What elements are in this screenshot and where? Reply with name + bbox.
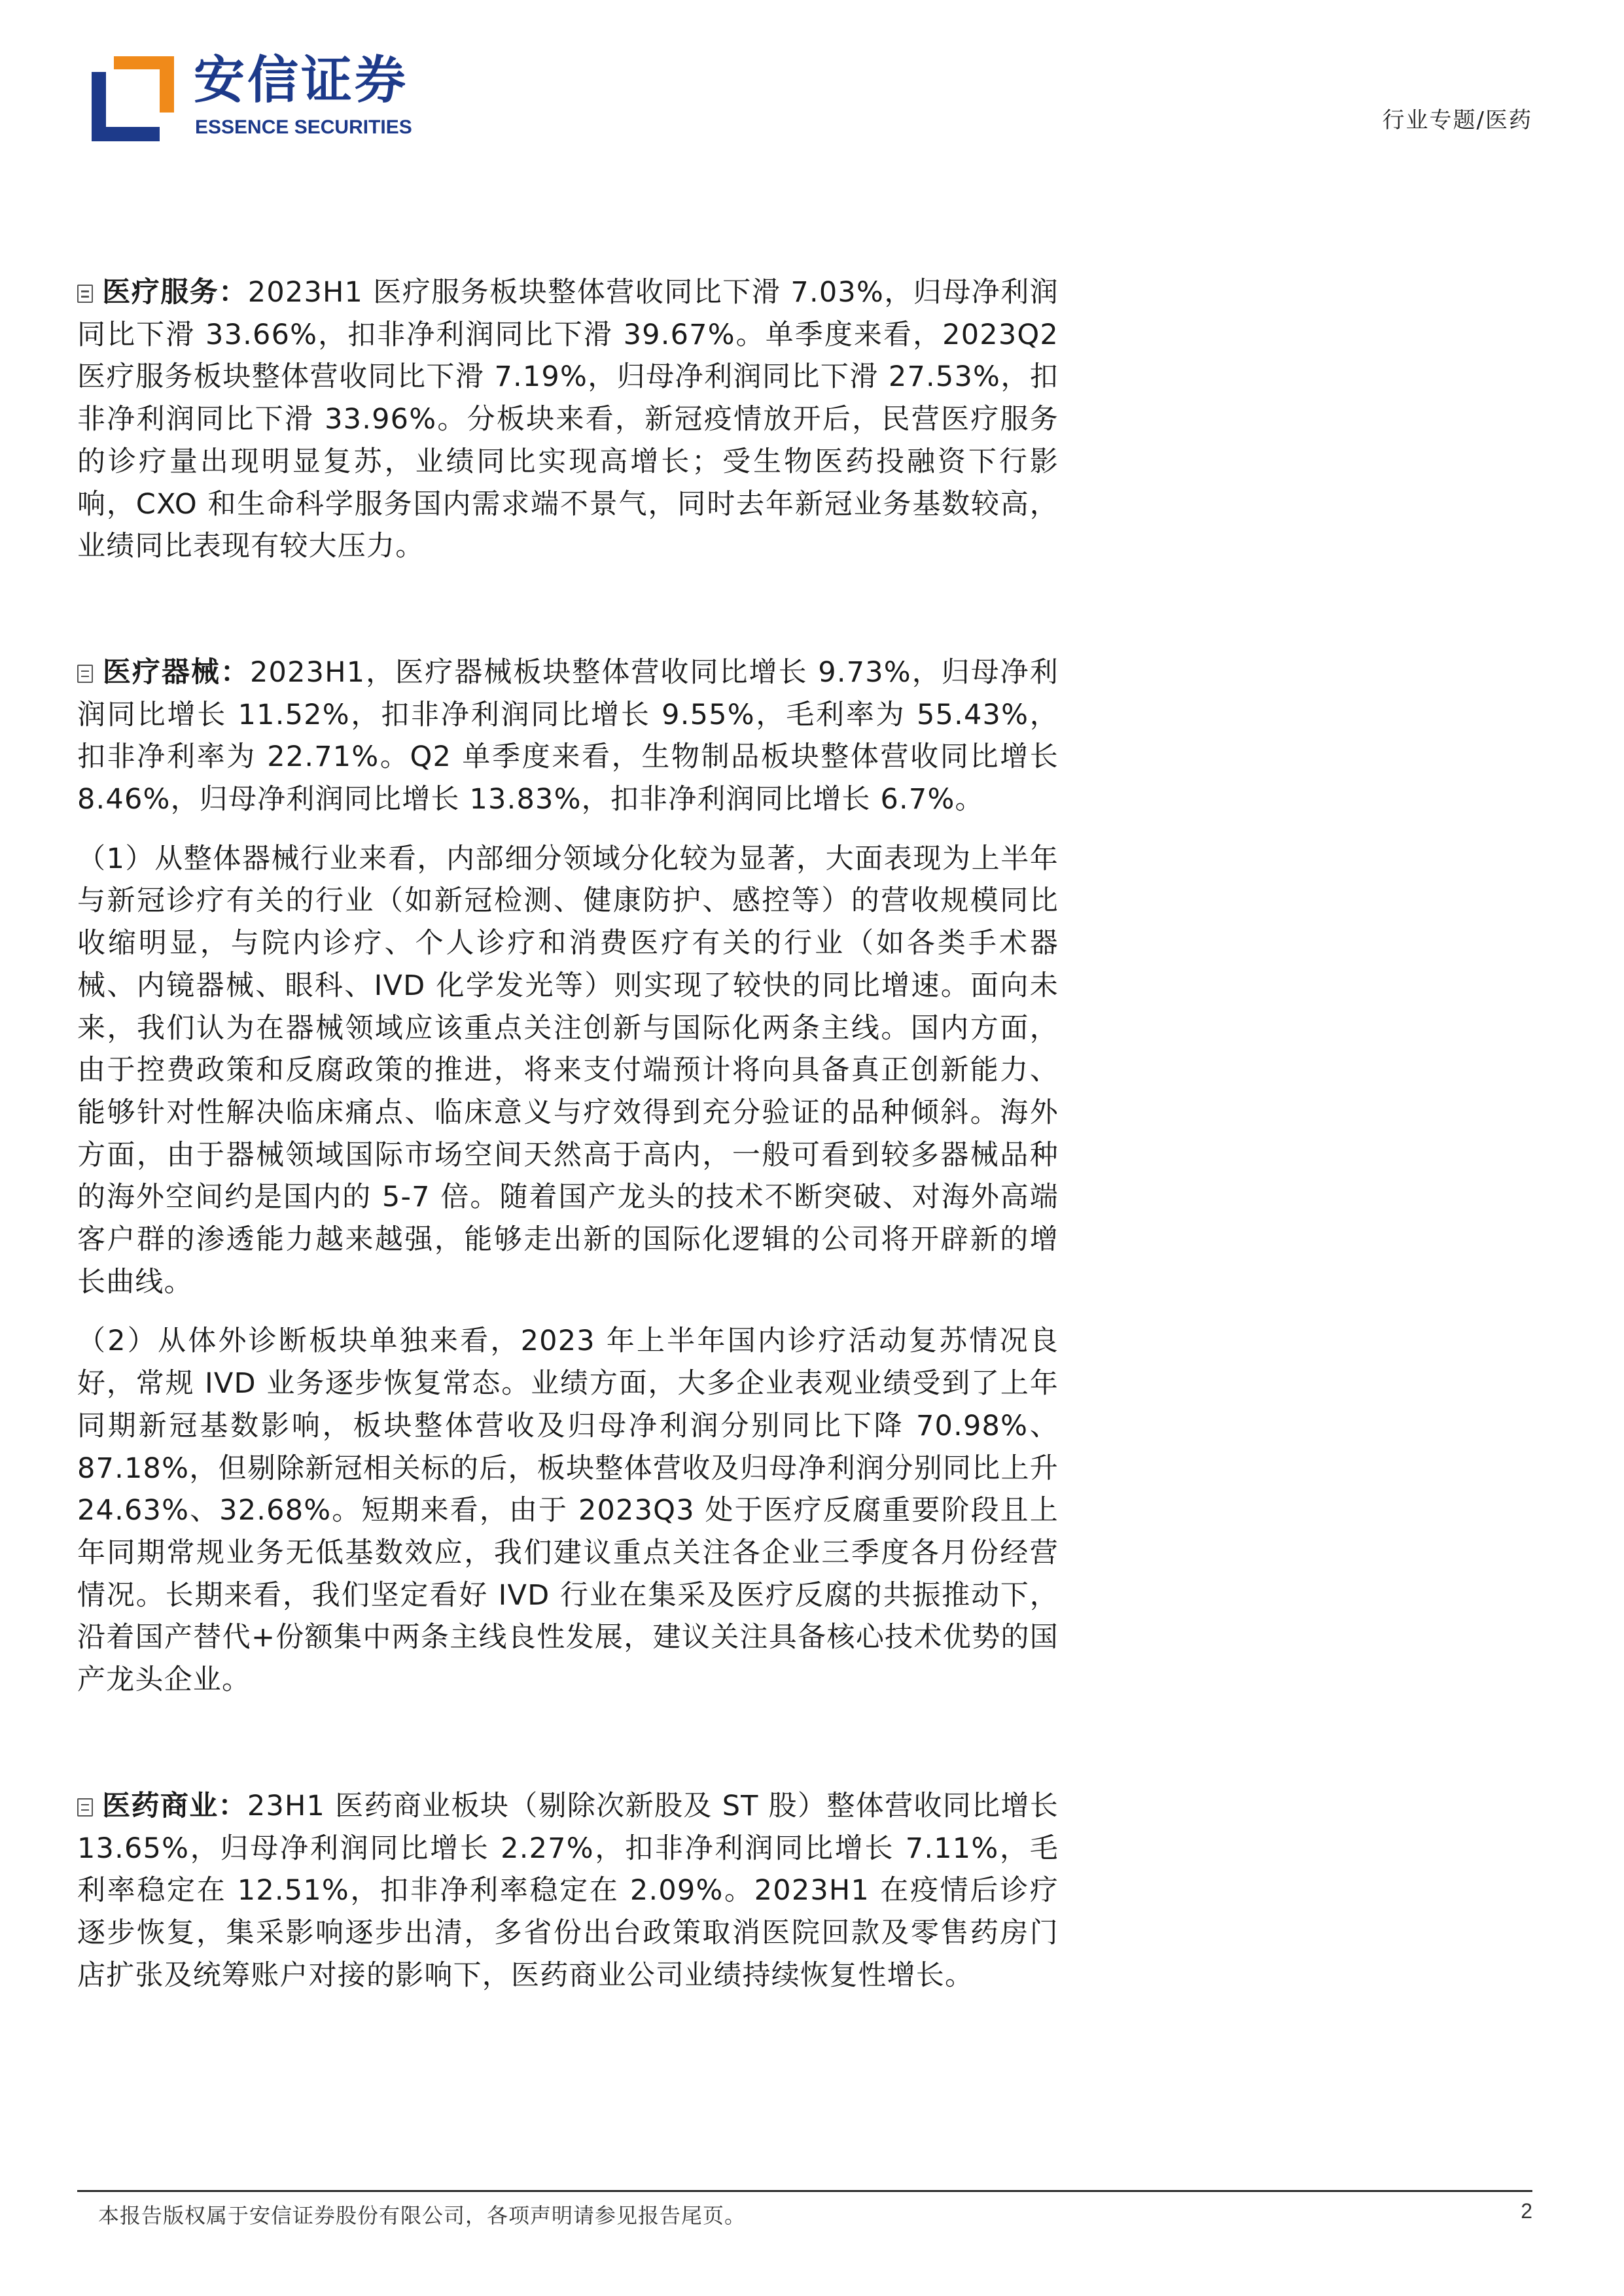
devices-subpara-2: （2）从体外诊断板块单独来看，2023 年上半年国内诊疗活动复苏情况良好，常规 IVD 业务逐步恢复常态。业绩方面，大多企业表观业绩受到了上年同期新冠基数影响，板块整体营收及归母净利润分别同比下降 70.98%、87.18%，但剔除新冠相关标的后，板块整体营收及归母净利润分别同比上升 24.63%、32.68%。短期来看，由于 2023Q3 处于医疗反腐重要阶段且上年同期常规业务无低基数效应，我们建议重点关注各企业三季度各月份经营情况。长期来看，我们坚定看好 IVD 行业在集采及医疗反腐的共振推动下，沿着国产替代+份额集中两条主线良性发展，建议关注具备核心技术优势的国产龙头企业。 (77, 1325, 1059, 1697)
section-title: 医疗服务： (102, 276, 248, 309)
section-title: 医疗器械： (102, 655, 250, 689)
footer-disclaimer: 本报告版权属于安信证券股份有限公司，各项声明请参见报告尾页。 (98, 2203, 747, 2228)
section-pharma-commerce (77, 1785, 1059, 1997)
section-text: 23H1 医药商业板块（剔除次新股及 ST 股）整体营收同比增长 13.65%，归母净利润同比增长 2.27%，扣非净利润同比增长 7.11%，毛利率稳定在 12.51%，扣非净利率稳定在 2.09%。2023H1 在疫情后诊疗逐步恢复，集采影响逐步出清，多省份出台政策取消医院回款及零售药房门店扩张及统筹账户对接的影响下，医药商业公司业绩持续恢复性增长。 (77, 1789, 1059, 1992)
page-number: 2 (1521, 2199, 1532, 2223)
section-text: 2023H1，医疗器械板块整体营收同比增长 9.73%，归母净利润同比增长 11.52%，扣非净利润同比增长 9.55%，毛利率为 55.43%，扣非净利率为 22.71%。Q2 单季度来看，生物制品板块整体营收同比增长 8.46%，归母净利润同比增长 13.83%，扣非净利润同比增长 6.7%。 (77, 655, 1059, 816)
section-medical-services (77, 271, 1059, 568)
devices-subpara-1: （1）从整体器械行业来看，内部细分领域分化较为显著，大面表现为上半年与新冠诊疗有关的行业（如新冠检测、健康防护、感控等）的营收规模同比收缩明显，与院内诊疗、个人诊疗和消费医疗有关的行业（如各类手术器械、内镜器械、眼科、IVD 化学发光等）则实现了较快的同比增速。面向未来，我们认为在器械领域应该重点关注创新与国际化两条主线。国内方面，由于控费政策和反腐政策的推进，将来支付端预计将向具备真正创新能力、能够针对性解决临床痛点、临床意义与疗效得到充分验证的品种倾斜。海外方面，由于器械领域国际市场空间天然高于高内，一般可看到较多器械品种的海外空间约是国内的 5-7 倍。随着国产龙头的技术不断突破、对海外高端客户群的渗透能力越来越强，能够走出新的国际化逻辑的公司将开辟新的增长曲线。 (77, 842, 1059, 1298)
document-list-icon (77, 1798, 93, 1817)
report-body (77, 271, 1059, 1996)
document-list-icon (77, 285, 93, 303)
page-header (0, 0, 1624, 170)
section-title: 医药商业： (102, 1789, 247, 1822)
section-medical-devices (77, 652, 1059, 821)
report-category: 行业专题/医药 (1382, 107, 1532, 133)
logo-english-name: ESSENCE SECURITIES (195, 116, 412, 138)
section-text: 2023H1 医疗服务板块整体营收同比下滑 7.03%，归母净利润同比下滑 33.66%，扣非净利润同比下滑 39.67%。单季度来看，2023Q2 医疗服务板块整体营收同比下滑 7.19%，归母净利润同比下滑 27.53%，扣非净利润同比下滑 33.96%。分板块来看，新冠疫情放开后，民营医疗服务的诊疗量出现明显复苏，业绩同比实现高增长；受生物医药投融资下行影响，CXO 和生命科学服务国内需求端不景气，同时去年新冠业务基数较高，业绩同比表现有较大压力。 (77, 276, 1059, 563)
document-list-icon (77, 665, 93, 683)
essence-logo-icon (92, 56, 174, 141)
logo-chinese-name: 安信证券 (194, 51, 409, 110)
footer-divider (77, 2190, 1532, 2192)
